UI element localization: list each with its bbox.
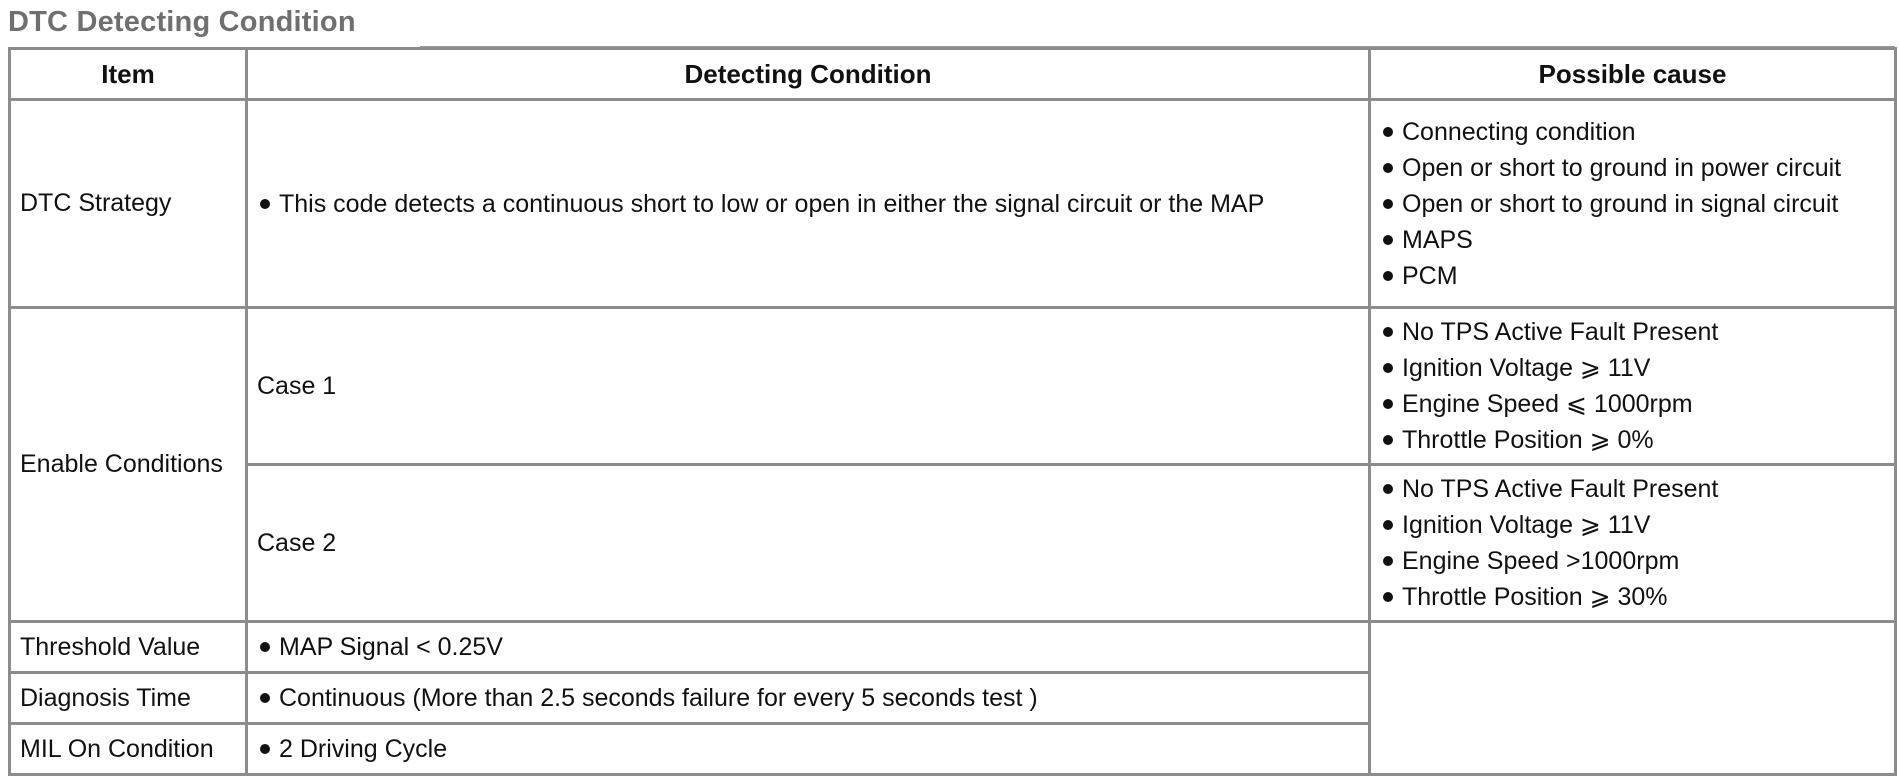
table-row-enable-case1 — [10, 308, 1896, 465]
table-row-threshold — [10, 622, 1896, 673]
list-item: Open or short to ground in power circuit — [1380, 150, 1885, 186]
dtc-table — [8, 47, 1897, 776]
list-item: Continuous (More than 2.5 seconds failure for every 5 seconds test ) — [257, 680, 1359, 716]
list-item: Throttle Position ⩾ 30% — [1380, 579, 1885, 615]
list-item: 2 Driving Cycle — [257, 731, 1359, 767]
cell-detecting-mil — [247, 724, 1370, 775]
header-detecting-condition: Detecting Condition — [247, 49, 1370, 100]
table-row-enable-case2 — [10, 465, 1896, 622]
list-item: Engine Speed ⩽ 1000rpm — [1380, 386, 1885, 422]
cell-item-mil: MIL On Condition — [10, 724, 247, 775]
cell-detecting-diagnosis — [247, 673, 1370, 724]
list-item: No TPS Active Fault Present — [1380, 314, 1885, 350]
page-title: DTC Detecting Condition — [8, 6, 356, 38]
header-possible-cause: Possible cause — [1370, 49, 1896, 100]
cell-item-diagnosis: Diagnosis Time — [10, 673, 247, 724]
cell-causes-empty — [1370, 622, 1896, 775]
cell-detecting-threshold — [247, 622, 1370, 673]
list-item: Connecting condition — [1380, 114, 1885, 150]
list-item: Ignition Voltage ⩾ 11V — [1380, 350, 1885, 386]
list-item: No TPS Active Fault Present — [1380, 471, 1885, 507]
list-item: Engine Speed >1000rpm — [1380, 543, 1885, 579]
cell-item-threshold: Threshold Value — [10, 622, 247, 673]
cell-case1-items — [1370, 308, 1896, 465]
list-item: This code detects a continuous short to low or open in either the signal circuit or the MAP — [257, 186, 1359, 222]
cell-case2-items — [1370, 465, 1896, 622]
list-item: Throttle Position ⩾ 0% — [1380, 422, 1885, 458]
cell-item-enable: Enable Conditions — [10, 308, 247, 622]
list-item: Ignition Voltage ⩾ 11V — [1380, 507, 1885, 543]
table-row-dtc-strategy — [10, 100, 1896, 308]
header-row — [10, 49, 1896, 100]
list-item: Open or short to ground in signal circuit — [1380, 186, 1885, 222]
cell-causes-strategy — [1370, 100, 1896, 308]
list-item: MAPS — [1380, 222, 1885, 258]
list-item: MAP Signal < 0.25V — [257, 629, 1359, 665]
cell-item-strategy: DTC Strategy — [10, 100, 247, 308]
list-item: PCM — [1380, 258, 1885, 294]
header-item: Item — [10, 49, 247, 100]
cell-case2-label: Case 2 — [247, 465, 1370, 622]
cell-case1-label: Case 1 — [247, 308, 1370, 465]
cell-detecting-strategy — [247, 100, 1370, 308]
